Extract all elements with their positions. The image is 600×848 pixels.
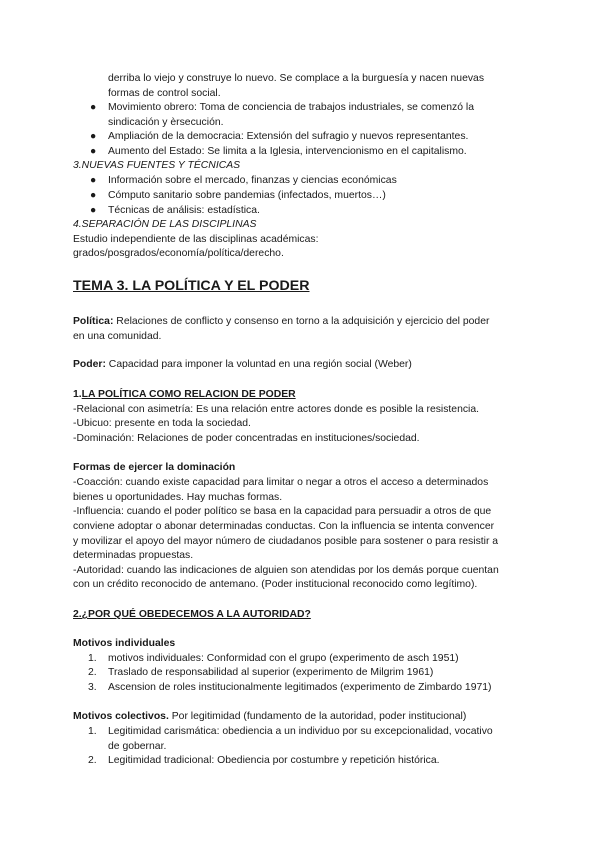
paragraph-line: -Dominación: Relaciones de poder concentradas en instituciones/sociedad. bbox=[73, 433, 420, 444]
section-heading: 2.¿POR QUÉ OBEDECEMOS A LA AUTORIDAD? bbox=[73, 609, 311, 620]
paragraph-line: -Relacional con asimetría: Es una relación entre actores donde es posible la resistencia. bbox=[73, 404, 480, 415]
definition-text: Relaciones de conflicto y consenso en torno a la adquisición y ejercicio del poder bbox=[113, 316, 490, 327]
definition-politica bbox=[73, 315, 489, 328]
bullet-icon: ● bbox=[90, 146, 97, 157]
paragraph-line: -Coacción: cuando existe capacidad para limitar o negar a otros el acceso a determinados bbox=[73, 477, 489, 488]
paragraph-line: -Ubicuo: presente en toda la sociedad. bbox=[73, 418, 251, 429]
list-number: 1. bbox=[88, 653, 97, 664]
paragraph-line: conviene adoptar o abonar determinadas conductas. Con la influencia se intenta convencer bbox=[73, 521, 495, 532]
list-item-text: Cómputo sanitario sobre pandemias (infectados, muertos…) bbox=[108, 190, 386, 201]
paragraph-line: grados/posgrados/economía/política/derecho. bbox=[73, 248, 284, 259]
paragraph-line: bienes u oportunidades. Hay muchas formas. bbox=[73, 492, 283, 503]
bullet-icon: ● bbox=[90, 190, 97, 201]
paragraph-line: determinadas propuestas. bbox=[73, 550, 194, 561]
list-number: 3. bbox=[88, 682, 97, 693]
list-item-text: sindicación y èrsecución. bbox=[108, 117, 224, 128]
list-item-text: Técnicas de análisis: estadística. bbox=[108, 205, 260, 216]
subsection-heading: Formas de ejercer la dominación bbox=[73, 462, 236, 473]
list-number: 2. bbox=[88, 667, 97, 678]
paragraph-line: Estudio independiente de las disciplinas académicas: bbox=[73, 234, 319, 245]
list-item-text: Legitimidad tradicional: Obediencia por costumbre y repetición histórica. bbox=[108, 755, 440, 766]
definition-term: Poder: bbox=[73, 359, 106, 370]
list-item-text: Aumento del Estado: Se limita a la Iglesia, intervencionismo en el capitalismo. bbox=[108, 146, 467, 157]
subsection-heading: Motivos colectivos. bbox=[73, 711, 169, 722]
bullet-icon: ● bbox=[90, 175, 97, 186]
motivos-colectivos-line bbox=[73, 710, 466, 723]
definition-poder bbox=[73, 358, 412, 371]
list-item-text: Ascension de roles institucionalmente legitimados (experimento de Zimbardo 1971) bbox=[108, 682, 492, 693]
list-item-text: Traslado de responsabilidad al superior (experimento de Milgrim 1961) bbox=[108, 667, 434, 678]
definition-term: Política: bbox=[73, 316, 114, 327]
section-heading bbox=[73, 388, 296, 401]
list-item-text: Movimiento obrero: Toma de conciencia de trabajos industriales, se comenzó la bbox=[108, 102, 474, 113]
subsection-heading: Motivos individuales bbox=[73, 638, 176, 649]
section-title: LA POLÍTICA COMO RELACION DE PODER bbox=[81, 389, 296, 400]
list-item-text: formas de control social. bbox=[108, 88, 221, 99]
list-number: 2. bbox=[88, 755, 97, 766]
list-item-text: Información sobre el mercado, finanzas y ciencias económicas bbox=[108, 175, 397, 186]
list-number: 1. bbox=[88, 726, 97, 737]
section-number: 1. bbox=[73, 389, 82, 400]
paragraph-line: con un crédito reconocido de antemano. (Poder institucional reconocido como legítimo). bbox=[73, 579, 478, 590]
paragraph-line: y movilizar el apoyo del mayor número de ciudadanos posible para sostener o para resistir a bbox=[73, 536, 499, 547]
paragraph-text: Por legitimidad (fundamento de la autoridad, poder institucional) bbox=[168, 711, 467, 722]
section-heading: 3.NUEVAS FUENTES Y TÉCNICAS bbox=[73, 160, 241, 171]
list-item-text: motivos individuales: Conformidad con el grupo (experimento de asch 1951) bbox=[108, 653, 459, 664]
definition-text: Capacidad para imponer la voluntad en una región social (Weber) bbox=[105, 359, 412, 370]
list-item-text: derriba lo viejo y construye lo nuevo. Se complace a la burguesía y nacen nuevas bbox=[108, 73, 485, 84]
bullet-icon: ● bbox=[90, 131, 97, 142]
definition-text: en una comunidad. bbox=[73, 331, 162, 342]
list-item-text: de gobernar. bbox=[108, 741, 167, 752]
section-heading: 4.SEPARACIÓN DE LAS DISCIPLINAS bbox=[73, 219, 257, 230]
paragraph-line: -Autoridad: cuando las indicaciones de alguien son atendidas por los demás porque cuentan bbox=[73, 565, 499, 576]
list-item-text: Legitimidad carismática: obediencia a un individuo por su excepcionalidad, vocativo bbox=[108, 726, 493, 737]
list-item-text: Ampliación de la democracia: Extensión del sufragio y nuevos representantes. bbox=[108, 131, 469, 142]
paragraph-line: -Influencia: cuando el poder político se basa en la capacidad para persuadir a otros de que bbox=[73, 506, 492, 517]
bullet-icon: ● bbox=[90, 102, 97, 113]
page-title: TEMA 3. LA POLÍTICA Y EL PODER bbox=[73, 278, 310, 294]
bullet-icon: ● bbox=[90, 205, 97, 216]
